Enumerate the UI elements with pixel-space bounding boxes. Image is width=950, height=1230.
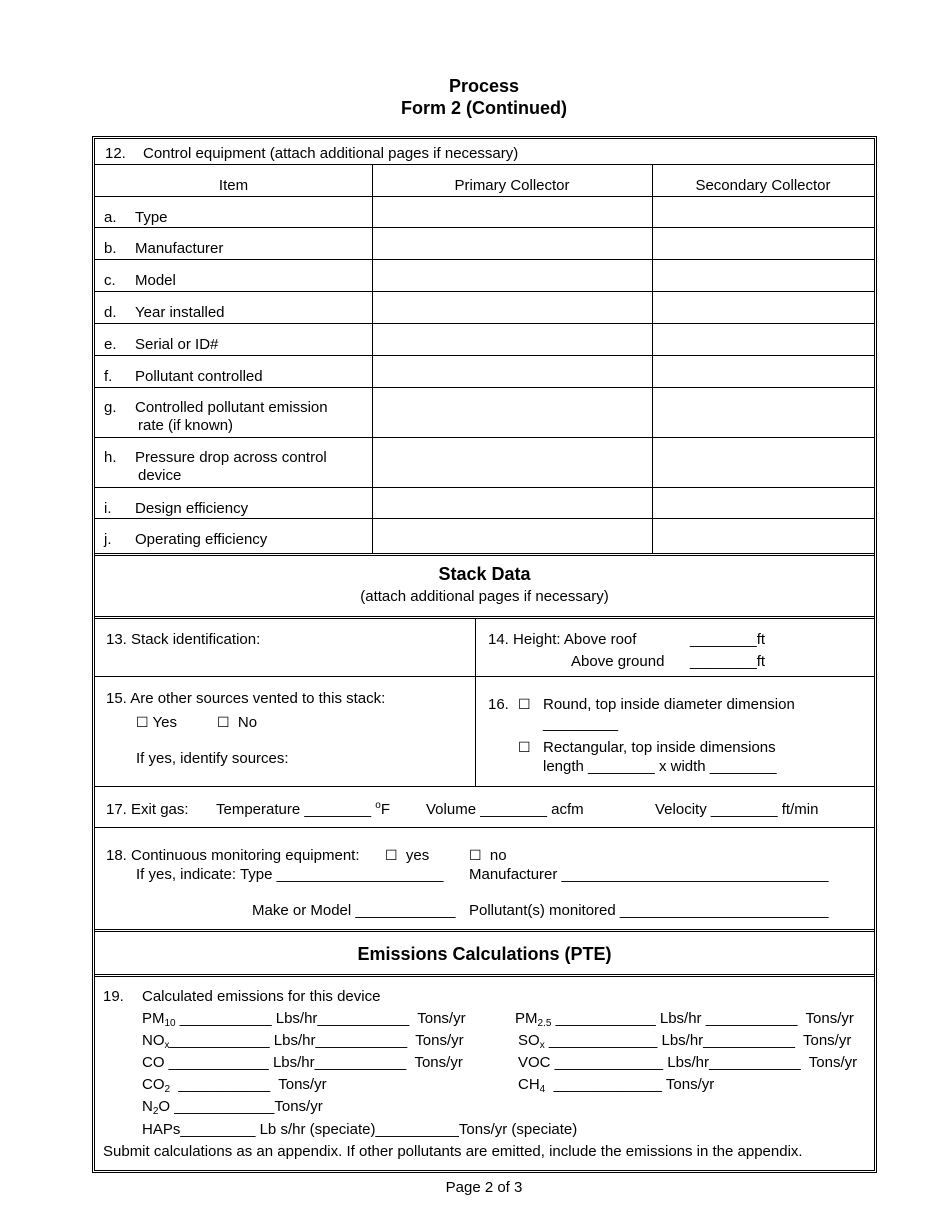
page-subtitle: Form 2 (Continued) (401, 98, 567, 118)
stack-data-title: Stack Data (438, 564, 531, 584)
section-divider (95, 974, 874, 977)
row-secondary-cell[interactable] (653, 228, 873, 259)
page-number: Page 2 of 3 (445, 1179, 523, 1196)
pm25-fields[interactable]: ____________ Lbs/hr ___________ Tons/yr (551, 1010, 854, 1027)
divider (95, 164, 874, 165)
q18-monitoring-label: 18. Continuous monitoring equipment: (106, 847, 360, 864)
row-primary-cell[interactable] (373, 324, 651, 355)
row-primary-cell[interactable] (373, 356, 651, 387)
row-label: Model (135, 272, 176, 289)
q18-yes-option[interactable] (385, 847, 429, 864)
q18-no-option[interactable] (469, 847, 507, 864)
row-primary-cell[interactable] (373, 388, 651, 437)
q14-ground-field[interactable]: ________ft (690, 653, 766, 670)
nox-label: NO (142, 1032, 165, 1049)
co2-fields[interactable]: ___________ Tons/yr (170, 1076, 327, 1093)
row-primary-cell[interactable] (373, 228, 651, 259)
q15-yes-label: Yes (152, 714, 177, 731)
q16-round-label: Round, top inside diameter dimension (543, 696, 795, 713)
fahrenheit-unit: F (380, 801, 391, 818)
row-label: Pressure drop across control (135, 449, 327, 466)
row-secondary-cell[interactable] (653, 292, 873, 323)
row-label: Year installed (135, 304, 225, 321)
section-12-title: Control equipment (attach additional pages if necessary) (143, 145, 519, 162)
pm10-label: PM (142, 1010, 165, 1027)
q16-dimensions-field[interactable]: length ________ x width ________ (543, 758, 777, 775)
q15-no-option[interactable] (217, 714, 257, 731)
co2-row[interactable] (142, 1076, 327, 1093)
q17-velocity-field[interactable]: Velocity ________ ft/min (655, 801, 819, 818)
n2o-fields[interactable]: O ____________Tons/yr (158, 1098, 323, 1115)
row-label: Pollutant controlled (135, 368, 263, 385)
row-secondary-cell[interactable] (653, 519, 873, 553)
pm10-row[interactable] (142, 1010, 466, 1027)
q14-height-above-roof-label: 14. Height: Above roof (488, 631, 637, 648)
q19-number: 19. (103, 988, 124, 1005)
q13-stack-identification: 13. Stack identification: (106, 631, 261, 648)
divider (95, 827, 874, 828)
row-secondary-cell[interactable] (653, 438, 873, 487)
q18-manufacturer-field[interactable]: Manufacturer ________________________________ (469, 866, 829, 883)
pm25-label: PM (515, 1010, 538, 1027)
voc-row[interactable]: VOC _____________ Lbs/hr___________ Tons/yr (518, 1054, 858, 1071)
stack-data-subtitle: (attach additional pages if necessary) (360, 588, 609, 605)
submit-note: Submit calculations as an appendix. If other pollutants are emitted, include the emissions in the appendix. (103, 1143, 803, 1160)
divider (95, 676, 874, 677)
ch4-subscript: 4 (539, 1084, 546, 1095)
co-row[interactable]: CO ____________ Lbs/hr___________ Tons/yr (142, 1054, 463, 1071)
checkbox-icon[interactable]: ☐ (136, 714, 149, 730)
row-letter: a. (104, 209, 117, 226)
row-secondary-cell[interactable] (653, 388, 873, 437)
row-letter: g. (104, 399, 117, 416)
row-letter: i. (104, 500, 112, 517)
column-divider (475, 619, 476, 787)
q15-other-sources: 15. Are other sources vented to this stack: (106, 690, 386, 707)
page-title: Process (448, 76, 520, 96)
row-label: Controlled pollutant emission (135, 399, 328, 416)
q14-roof-field[interactable]: ________ft (690, 631, 766, 648)
row-label: Manufacturer (135, 240, 224, 257)
section-divider (95, 553, 874, 556)
row-label-continued: rate (if known) (138, 417, 234, 434)
nox-fields[interactable]: ____________ Lbs/hr___________ Tons/yr (169, 1032, 464, 1049)
n2o-row[interactable] (142, 1098, 323, 1115)
row-letter: d. (104, 304, 117, 321)
ch4-row[interactable] (518, 1076, 714, 1093)
sox-label: SO (518, 1032, 540, 1049)
nox-subscript: x (164, 1040, 170, 1051)
row-label: Design efficiency (135, 500, 249, 517)
row-letter: f. (104, 368, 113, 385)
checkbox-icon[interactable]: ☐ (518, 739, 531, 755)
section-12-number: 12. (105, 145, 126, 162)
co2-subscript: 2 (164, 1084, 171, 1095)
checkbox-icon[interactable]: ☐ (385, 847, 398, 863)
checkbox-icon[interactable]: ☐ (518, 696, 531, 712)
q14-above-ground-label: Above ground (571, 653, 665, 670)
row-primary-cell[interactable] (373, 197, 651, 227)
checkbox-icon[interactable]: ☐ (217, 714, 230, 730)
sox-fields[interactable]: _____________ Lbs/hr___________ Tons/yr (544, 1032, 852, 1049)
ch4-fields[interactable]: _____________ Tons/yr (545, 1076, 715, 1093)
row-primary-cell[interactable] (373, 438, 651, 487)
q16-rect-label: Rectangular, top inside dimensions (543, 739, 776, 756)
section-divider (95, 616, 874, 619)
row-secondary-cell[interactable] (653, 197, 873, 227)
row-letter: b. (104, 240, 117, 257)
row-label: Type (135, 209, 168, 226)
section-divider (95, 929, 874, 932)
ch4-label: CH (518, 1076, 540, 1093)
q15-yes-option[interactable] (136, 714, 177, 731)
row-letter: e. (104, 336, 117, 353)
n2o-label: N (142, 1098, 153, 1115)
q15-identify-sources: If yes, identify sources: (136, 750, 289, 767)
degree-symbol: o (375, 800, 381, 811)
q17-temperature-field[interactable]: Temperature ________ (216, 801, 372, 818)
q17-volume-field[interactable]: Volume ________ acfm (426, 801, 584, 818)
haps-row[interactable]: HAPs_________ Lb s/hr (speciate)__________Tons/yr (speciate) (142, 1121, 578, 1138)
column-header-item: Item (218, 177, 249, 194)
nox-row[interactable] (142, 1032, 464, 1049)
row-label: Serial or ID# (135, 336, 219, 353)
checkbox-icon[interactable]: ☐ (469, 847, 482, 863)
q19-intro: Calculated emissions for this device (142, 988, 381, 1005)
column-header-secondary: Secondary Collector (695, 177, 831, 194)
divider (95, 786, 874, 787)
row-primary-cell[interactable] (373, 488, 651, 518)
q18-pollutants-field[interactable]: Pollutant(s) monitored _________________________ (469, 902, 829, 919)
q16-diameter-field[interactable]: _________ (543, 715, 619, 732)
row-label-continued: device (138, 467, 182, 484)
q18-model-field[interactable]: Make or Model ____________ (252, 902, 456, 919)
row-primary-cell[interactable] (373, 519, 651, 553)
emissions-title: Emissions Calculations (PTE) (357, 944, 612, 964)
column-header-primary: Primary Collector (454, 177, 570, 194)
row-letter: j. (104, 531, 112, 548)
q18-no-label: no (489, 847, 507, 864)
q17-temperature[interactable] (216, 801, 390, 818)
sox-row[interactable] (518, 1032, 851, 1049)
row-letter: h. (104, 449, 117, 466)
q18-type-field[interactable]: If yes, indicate: Type ____________________ (136, 866, 444, 883)
row-secondary-cell[interactable] (653, 324, 873, 355)
row-primary-cell[interactable] (373, 260, 651, 291)
row-secondary-cell[interactable] (653, 356, 873, 387)
sox-subscript: x (539, 1040, 545, 1051)
pm25-subscript: 2.5 (537, 1018, 552, 1029)
q17-exit-gas-label: 17. Exit gas: (106, 801, 189, 818)
row-letter: c. (104, 272, 116, 289)
row-primary-cell[interactable] (373, 292, 651, 323)
pm10-subscript: 10 (164, 1018, 176, 1029)
row-secondary-cell[interactable] (653, 488, 873, 518)
co2-label: CO (142, 1076, 165, 1093)
q16-number: 16. (488, 696, 509, 713)
q15-no-label: No (237, 714, 258, 731)
q18-yes-label: yes (405, 847, 430, 864)
pm25-row[interactable] (515, 1010, 854, 1027)
row-label: Operating efficiency (135, 531, 268, 548)
pm10-fields[interactable]: ___________ Lbs/hr___________ Tons/yr (175, 1010, 466, 1027)
n2o-subscript: 2 (152, 1106, 159, 1117)
row-secondary-cell[interactable] (653, 260, 873, 291)
